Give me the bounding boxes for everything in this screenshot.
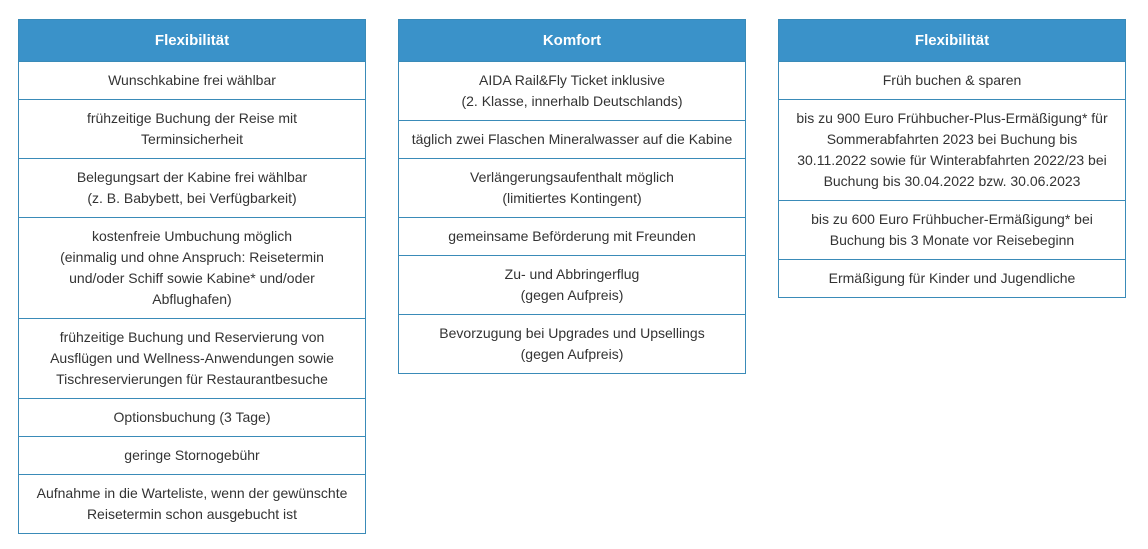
table-comfort [398, 19, 746, 374]
table-row: Aufnahme in die Warteliste, wenn der gewünschte Reisetermin schon ausgebucht ist [19, 474, 365, 533]
table-row: Zu- und Abbringerflug (gegen Aufpreis) [399, 255, 745, 314]
table-header-comfort: Komfort [399, 20, 745, 62]
table-flexibility [18, 19, 366, 534]
table-row: Wunschkabine frei wählbar [108, 72, 276, 88]
table-header-flexibility-2: Flexibilität [779, 20, 1125, 62]
table-row: Ermäßigung für Kinder und Jugendliche [779, 259, 1125, 297]
table-row: AIDA Rail&Fly Ticket inklusive (2. Klasse, innerhalb Deutschlands) [461, 72, 683, 109]
table-row: gemeinsame Beförderung mit Freunden [399, 217, 745, 255]
table-row: Früh buchen & sparen [882, 72, 1022, 88]
table-row: frühzeitige Buchung und Reservierung von Ausflügen und Wellness-Anwendungen sowie Tischreservierungen für Restaurantbesuche [19, 318, 365, 398]
table-row: frühzeitige Buchung der Reise mit Terminsicherheit [19, 99, 365, 158]
table-row: bis zu 900 Euro Frühbucher-Plus-Ermäßigung* für Sommerabfahrten 2023 bei Buchung bis 30.11.2022 sowie für Winterabfahrten 2022/23 bei Buchung bis 30.04.2022 bzw. 30.06.2023 [779, 99, 1125, 200]
table-row: Verlängerungsaufenthalt möglich (limitiertes Kontingent) [399, 158, 745, 217]
table-header-flexibility: Flexibilität [19, 20, 365, 62]
table-row: geringe Stornogebühr [19, 436, 365, 474]
table-row: täglich zwei Flaschen Mineralwasser auf die Kabine [399, 120, 745, 158]
table-row: Optionsbuchung (3 Tage) [19, 398, 365, 436]
table-row: bis zu 600 Euro Frühbucher-Ermäßigung* bei Buchung bis 3 Monate vor Reisebeginn [779, 200, 1125, 259]
table-row: kostenfreie Umbuchung möglich (einmalig und ohne Anspruch: Reisetermin und/oder Schiff sowie Kabine* und/oder Abflughafen) [19, 217, 365, 318]
table-early-booking [778, 19, 1126, 298]
table-row: Bevorzugung bei Upgrades und Upsellings (gegen Aufpreis) [399, 314, 745, 373]
table-row: Belegungsart der Kabine frei wählbar (z. B. Babybett, bei Verfügbarkeit) [19, 158, 365, 217]
